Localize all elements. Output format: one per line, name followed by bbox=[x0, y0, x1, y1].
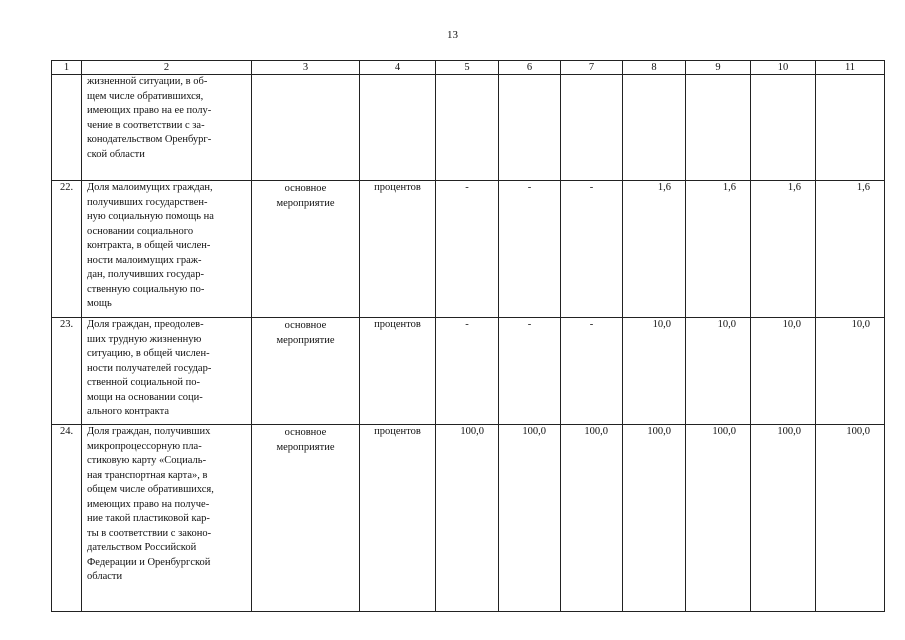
measure-type bbox=[252, 75, 360, 181]
value-cell: 100,0 bbox=[623, 425, 686, 612]
col-header: 7 bbox=[561, 61, 623, 75]
col-header: 11 bbox=[816, 61, 885, 75]
col-header: 2 bbox=[82, 61, 252, 75]
value-cell: - bbox=[436, 318, 499, 425]
value-cell: - bbox=[561, 181, 623, 318]
row-number: 22. bbox=[52, 181, 82, 318]
unit: процентов bbox=[360, 425, 436, 612]
table-row bbox=[52, 181, 885, 318]
row-number: 23. bbox=[52, 318, 82, 425]
col-header: 3 bbox=[252, 61, 360, 75]
value-cell: - bbox=[499, 181, 561, 318]
table-row bbox=[52, 75, 885, 181]
value-cell: - bbox=[436, 181, 499, 318]
table-row bbox=[52, 318, 885, 425]
measure-type: основное мероприятие bbox=[252, 181, 360, 318]
value-cell bbox=[561, 75, 623, 181]
value-cell: 1,6 bbox=[686, 181, 751, 318]
value-cell: 1,6 bbox=[623, 181, 686, 318]
value-cell: 100,0 bbox=[499, 425, 561, 612]
value-cell: - bbox=[561, 318, 623, 425]
measure-type: основное мероприятие bbox=[252, 425, 360, 612]
col-header: 6 bbox=[499, 61, 561, 75]
indicator-name: Доля граждан, преодолев- ших трудную жизненную ситуацию, в общей числен- ности получателей государ- ственной социальной по- мощи на основании соци- ального контракта bbox=[82, 318, 252, 425]
value-cell: 1,6 bbox=[816, 181, 885, 318]
value-cell: 100,0 bbox=[816, 425, 885, 612]
indicators-table bbox=[51, 60, 885, 612]
value-cell: 1,6 bbox=[751, 181, 816, 318]
indicator-name: Доля граждан, получивших микропроцессорную пла- стиковую карту «Социаль- ная транспортная карта», в общем числе обратившихся, имеющих право на получе- ние такой пластиковой кар- ты в соответствии с законо- дательством Российской Федерации и Оренбургской области bbox=[82, 425, 252, 612]
value-cell bbox=[686, 75, 751, 181]
indicator-name: жизненной ситуации, в об- щем числе обратившихся, имеющих право на ее полу- чение в соответствии с за- конодательством Оренбург- ской области bbox=[82, 75, 252, 181]
value-cell: 100,0 bbox=[686, 425, 751, 612]
value-cell bbox=[751, 75, 816, 181]
row-number bbox=[52, 75, 82, 181]
col-header: 5 bbox=[436, 61, 499, 75]
col-header: 8 bbox=[623, 61, 686, 75]
col-header: 4 bbox=[360, 61, 436, 75]
value-cell: 100,0 bbox=[751, 425, 816, 612]
value-cell: 10,0 bbox=[816, 318, 885, 425]
value-cell: 10,0 bbox=[623, 318, 686, 425]
col-header: 10 bbox=[751, 61, 816, 75]
value-cell bbox=[436, 75, 499, 181]
col-header: 9 bbox=[686, 61, 751, 75]
value-cell bbox=[816, 75, 885, 181]
value-cell: 100,0 bbox=[561, 425, 623, 612]
value-cell: 10,0 bbox=[686, 318, 751, 425]
value-cell bbox=[499, 75, 561, 181]
page-number: 13 bbox=[447, 29, 458, 41]
measure-type: основное мероприятие bbox=[252, 318, 360, 425]
row-number: 24. bbox=[52, 425, 82, 612]
unit: процентов bbox=[360, 318, 436, 425]
value-cell: 100,0 bbox=[436, 425, 499, 612]
header-row bbox=[52, 61, 885, 75]
col-header: 1 bbox=[52, 61, 82, 75]
unit: процентов bbox=[360, 181, 436, 318]
unit bbox=[360, 75, 436, 181]
value-cell: 10,0 bbox=[751, 318, 816, 425]
table-row bbox=[52, 425, 885, 612]
indicator-name: Доля малоимущих граждан, получивших государствен- ную социальную помощь на основании социального контракта, в общей числен- ности малоимущих граж- дан, получивших государ- ственную социальную по- мощь bbox=[82, 181, 252, 318]
value-cell: - bbox=[499, 318, 561, 425]
value-cell bbox=[623, 75, 686, 181]
